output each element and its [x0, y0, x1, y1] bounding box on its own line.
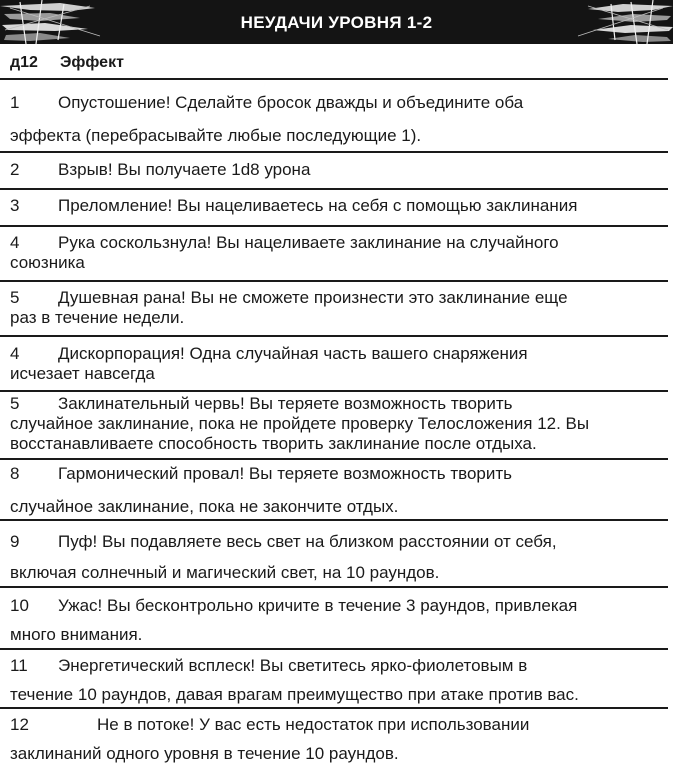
row-number: 8 [10, 464, 20, 483]
row-text: течение 10 раундов, давая врагам преимущество при атаке против вас. [10, 685, 579, 704]
row-divider [0, 335, 668, 337]
row-text: Гармонический провал! Вы теряете возможность творить [58, 464, 512, 483]
row-text: союзника [10, 253, 85, 272]
row-text: Заклинательный червь! Вы теряете возможность творить [58, 394, 513, 413]
row-text: Ужас! Вы бесконтрольно кричите в течение 3 раундов, привлекая [58, 596, 578, 615]
row-text: исчезает навсегда [10, 364, 155, 383]
row-divider [0, 188, 668, 190]
row-text: Взрыв! Вы получаете 1d8 урона [58, 160, 311, 179]
row-number: 4 [10, 344, 20, 363]
title-banner [0, 0, 673, 44]
row-number: 5 [10, 288, 20, 307]
row-divider [0, 151, 668, 153]
row-number: 2 [10, 160, 20, 179]
row-text: Опустошение! Сделайте бросок дважды и объедините оба [58, 93, 524, 112]
row-number: 4 [10, 233, 20, 252]
row-text: Преломление! Вы нацеливаетесь на себя с помощью заклинания [58, 196, 578, 215]
row-divider [0, 519, 668, 521]
page-title: НЕУДАЧИ УРОВНЯ 1-2 [240, 13, 433, 32]
row-divider [0, 586, 668, 588]
row-text: Энергетический всплеск! Вы светитесь ярко-фиолетовым в [58, 656, 528, 675]
header-die: д12 [10, 54, 38, 71]
row-number: 5 [10, 394, 20, 413]
row-text: раз в течение недели. [10, 308, 185, 327]
row-text: включая солнечный и магический свет, на 10 раундов. [10, 563, 440, 582]
row-divider [0, 458, 668, 460]
row-number: 1 [10, 93, 20, 112]
row-number: 11 [10, 656, 28, 675]
row-number: 10 [10, 596, 29, 615]
row-text: Не в потоке! У вас есть недостаток при использовании [97, 715, 530, 734]
row-divider [0, 225, 668, 227]
row-divider [0, 707, 668, 709]
row-divider [0, 390, 668, 392]
table-header [0, 48, 673, 80]
row-text: Душевная рана! Вы не сможете произнести это заклинание еще [58, 288, 568, 307]
row-text: много внимания. [10, 625, 143, 644]
row-text: случайное заклинание, пока не закончите отдых. [10, 497, 399, 516]
row-text: Пуф! Вы подавляете весь свет на близком расстоянии от себя, [58, 532, 557, 551]
row-number: 9 [10, 532, 20, 551]
header-effect: Эффект [60, 54, 124, 71]
row-text: заклинаний одного уровня в течение 10 раундов. [10, 744, 399, 763]
row-divider [0, 648, 668, 650]
row-number: 3 [10, 196, 20, 215]
row-text: Рука соскользнула! Вы нацеливаете заклинание на случайного [58, 233, 559, 252]
row-divider [0, 280, 668, 282]
row-text: эффекта (перебрасывайте любые последующие 1). [10, 126, 422, 145]
row-text: восстанавливаете способность творить заклинание после отдыха. [10, 434, 537, 453]
header-divider [0, 78, 668, 80]
row-text: случайное заклинание, пока не пройдете проверку Телосложения 12. Вы [10, 414, 590, 433]
row-number: 12 [10, 715, 29, 734]
row-text: Дискорпорация! Одна случайная часть вашего снаряжения [58, 344, 528, 363]
